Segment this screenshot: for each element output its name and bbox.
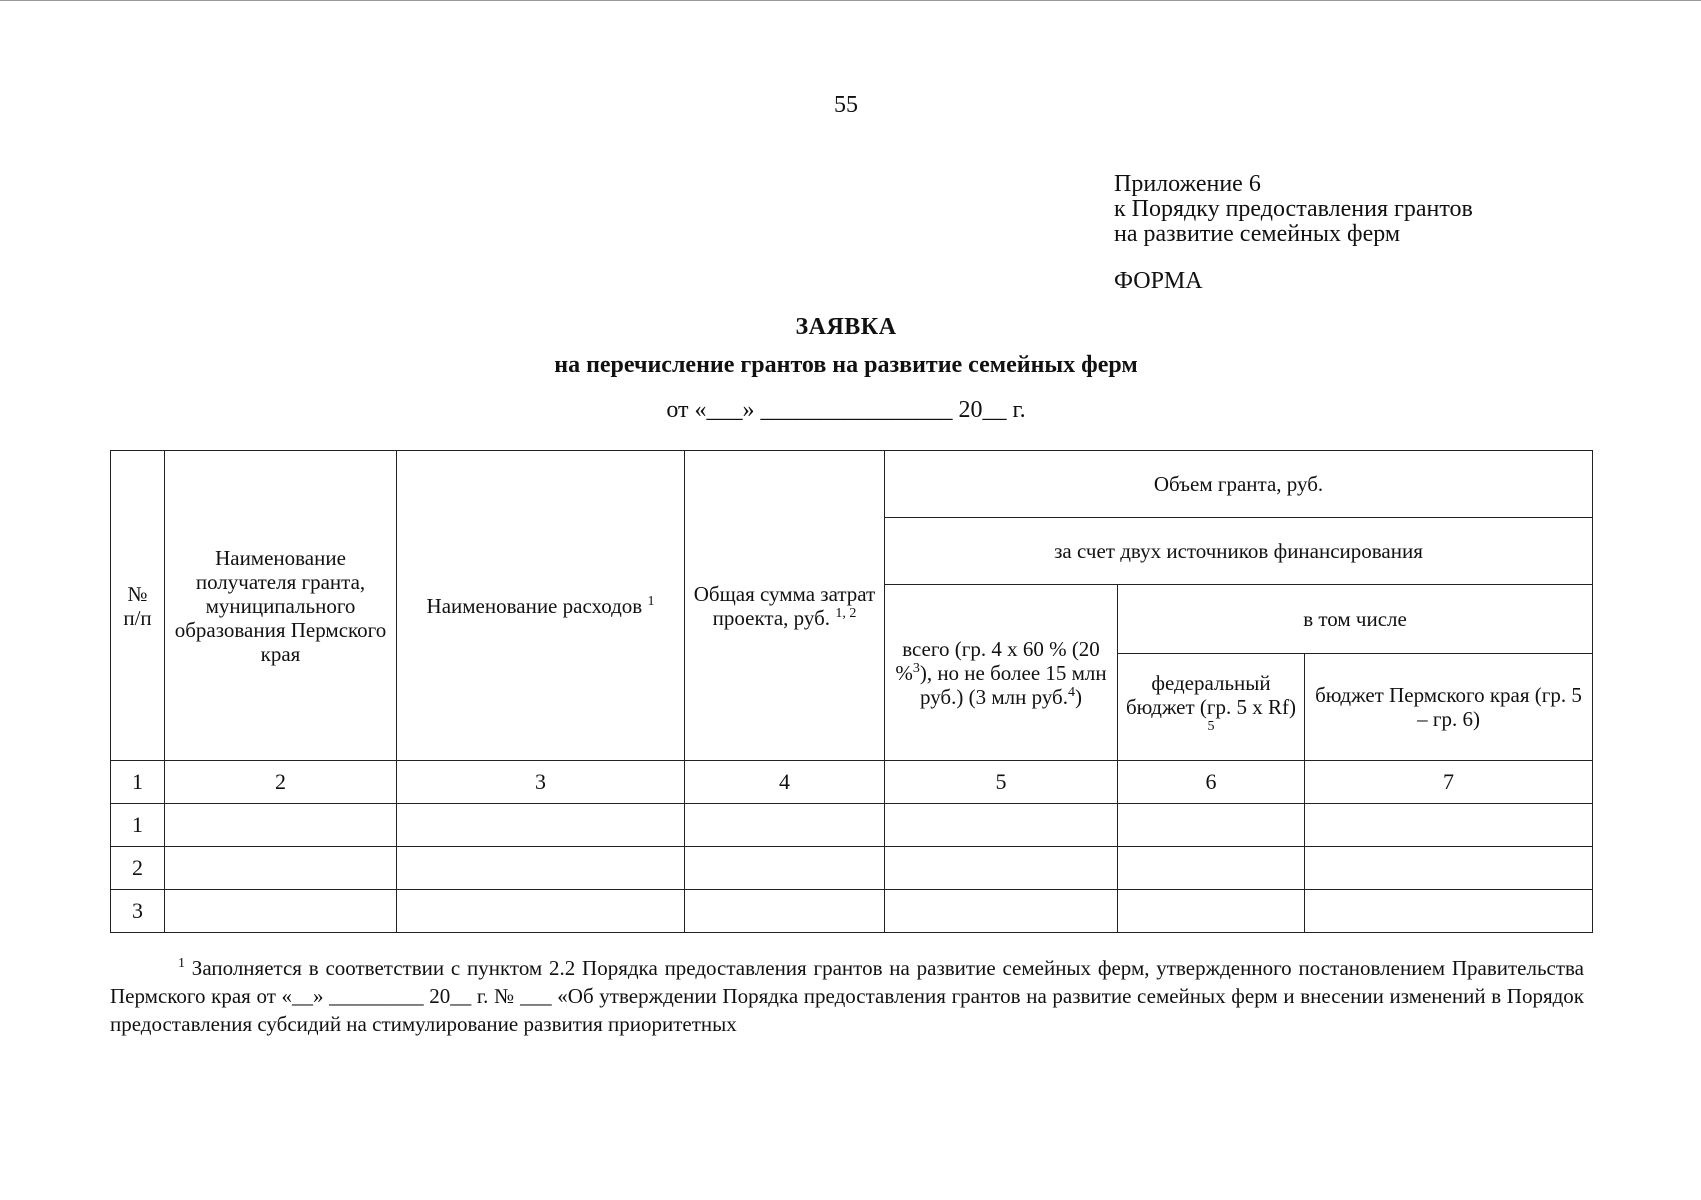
- header-including: в том числе: [1118, 585, 1593, 654]
- header-total-text-b: ), но не более 15 млн руб.) (3 млн руб.: [919, 660, 1107, 709]
- header-federal-budget: [1118, 654, 1305, 761]
- header-two-sources: за счет двух источников финансирования: [885, 518, 1593, 585]
- header-regional-budget: бюджет Пермского края (гр. 5 – гр. 6): [1305, 654, 1593, 761]
- date-line: от «___» ________________ 20__ г.: [666, 397, 1026, 423]
- table-cell[interactable]: [885, 847, 1118, 890]
- table-row: [111, 890, 1593, 933]
- table-row: [111, 804, 1593, 847]
- table-cell[interactable]: [685, 847, 885, 890]
- table-cell[interactable]: [1118, 847, 1305, 890]
- row-number: 2: [111, 847, 165, 890]
- footnote-marker: 1: [178, 956, 185, 971]
- row-number: 3: [111, 890, 165, 933]
- table-cell[interactable]: [165, 804, 397, 847]
- table-cell[interactable]: [1118, 804, 1305, 847]
- header-total-text-c: ): [1075, 684, 1082, 709]
- header-number: № п/п: [111, 451, 165, 761]
- row-number: 1: [111, 804, 165, 847]
- column-number: 2: [165, 761, 397, 804]
- footnote-text: Заполняется в соответствии с пунктом 2.2 Порядка предоставления грантов на развитие семейных ферм, утвержденного постановлением Правительства Пермского края от «__» _________ 20__ г. № ___ «Об утверждении Порядка предоставления грантов на развитие семейных ферм и внесении изменений в Порядок предоставления субсидий на стимулирование развития приоритетных: [110, 956, 1584, 1036]
- table-cell[interactable]: [1118, 890, 1305, 933]
- table-cell[interactable]: [165, 847, 397, 890]
- footnote-ref-1: 1: [647, 593, 655, 609]
- footnote-ref-3: 3: [912, 660, 920, 676]
- header-total-text-a: всего (гр. 4 x 60 % (20 %: [895, 636, 1100, 685]
- header-recipient: Наименование получателя гранта, муниципального образования Пермского края: [165, 451, 397, 761]
- table-cell[interactable]: [1305, 804, 1593, 847]
- page-number: 55: [834, 92, 858, 118]
- column-number: 3: [397, 761, 685, 804]
- column-number: 7: [1305, 761, 1593, 804]
- column-number: 6: [1118, 761, 1305, 804]
- header-row-1: [111, 451, 1593, 518]
- column-number: 4: [685, 761, 885, 804]
- table-row: [111, 847, 1593, 890]
- column-number: 5: [885, 761, 1118, 804]
- footnote-ref-5: 5: [1207, 719, 1215, 734]
- table-cell[interactable]: [397, 804, 685, 847]
- header-federal-text: федеральный бюджет (гр. 5 x Rf): [1125, 671, 1297, 719]
- footnote: [110, 950, 1584, 1038]
- header-expense-name: [397, 451, 685, 761]
- table-cell[interactable]: [165, 890, 397, 933]
- table-cell[interactable]: [397, 847, 685, 890]
- table-cell[interactable]: [685, 890, 885, 933]
- page-top-edge: [0, 0, 1701, 1]
- form-label: ФОРМА: [1114, 268, 1203, 294]
- table-cell[interactable]: [885, 890, 1118, 933]
- appendix-line-1: Приложение 6: [1114, 171, 1261, 197]
- header-expense-name-text: Наименование расходов: [426, 593, 643, 618]
- appendix-line-2: к Порядку предоставления грантов: [1114, 196, 1473, 222]
- header-total-cost-text: Общая сумма затрат проекта, руб.: [693, 581, 876, 630]
- table-cell[interactable]: [685, 804, 885, 847]
- footnote-ref-4: 4: [1068, 684, 1075, 700]
- column-number-row: [111, 761, 1593, 804]
- footnote-ref-1-2: 1, 2: [835, 605, 857, 621]
- table-cell[interactable]: [397, 890, 685, 933]
- grant-request-table: [110, 450, 1593, 933]
- table-cell[interactable]: [1305, 847, 1593, 890]
- document-title: ЗАЯВКА: [795, 314, 897, 340]
- header-total: [885, 585, 1118, 761]
- header-grant-volume: Объем гранта, руб.: [885, 451, 1593, 518]
- appendix-reference: [1114, 172, 1473, 247]
- column-number: 1: [111, 761, 165, 804]
- document-subtitle: на перечисление грантов на развитие семейных ферм: [554, 352, 1138, 378]
- header-total-cost: [685, 451, 885, 761]
- table-cell[interactable]: [885, 804, 1118, 847]
- table-cell[interactable]: [1305, 890, 1593, 933]
- appendix-line-3: на развитие семейных ферм: [1114, 221, 1401, 247]
